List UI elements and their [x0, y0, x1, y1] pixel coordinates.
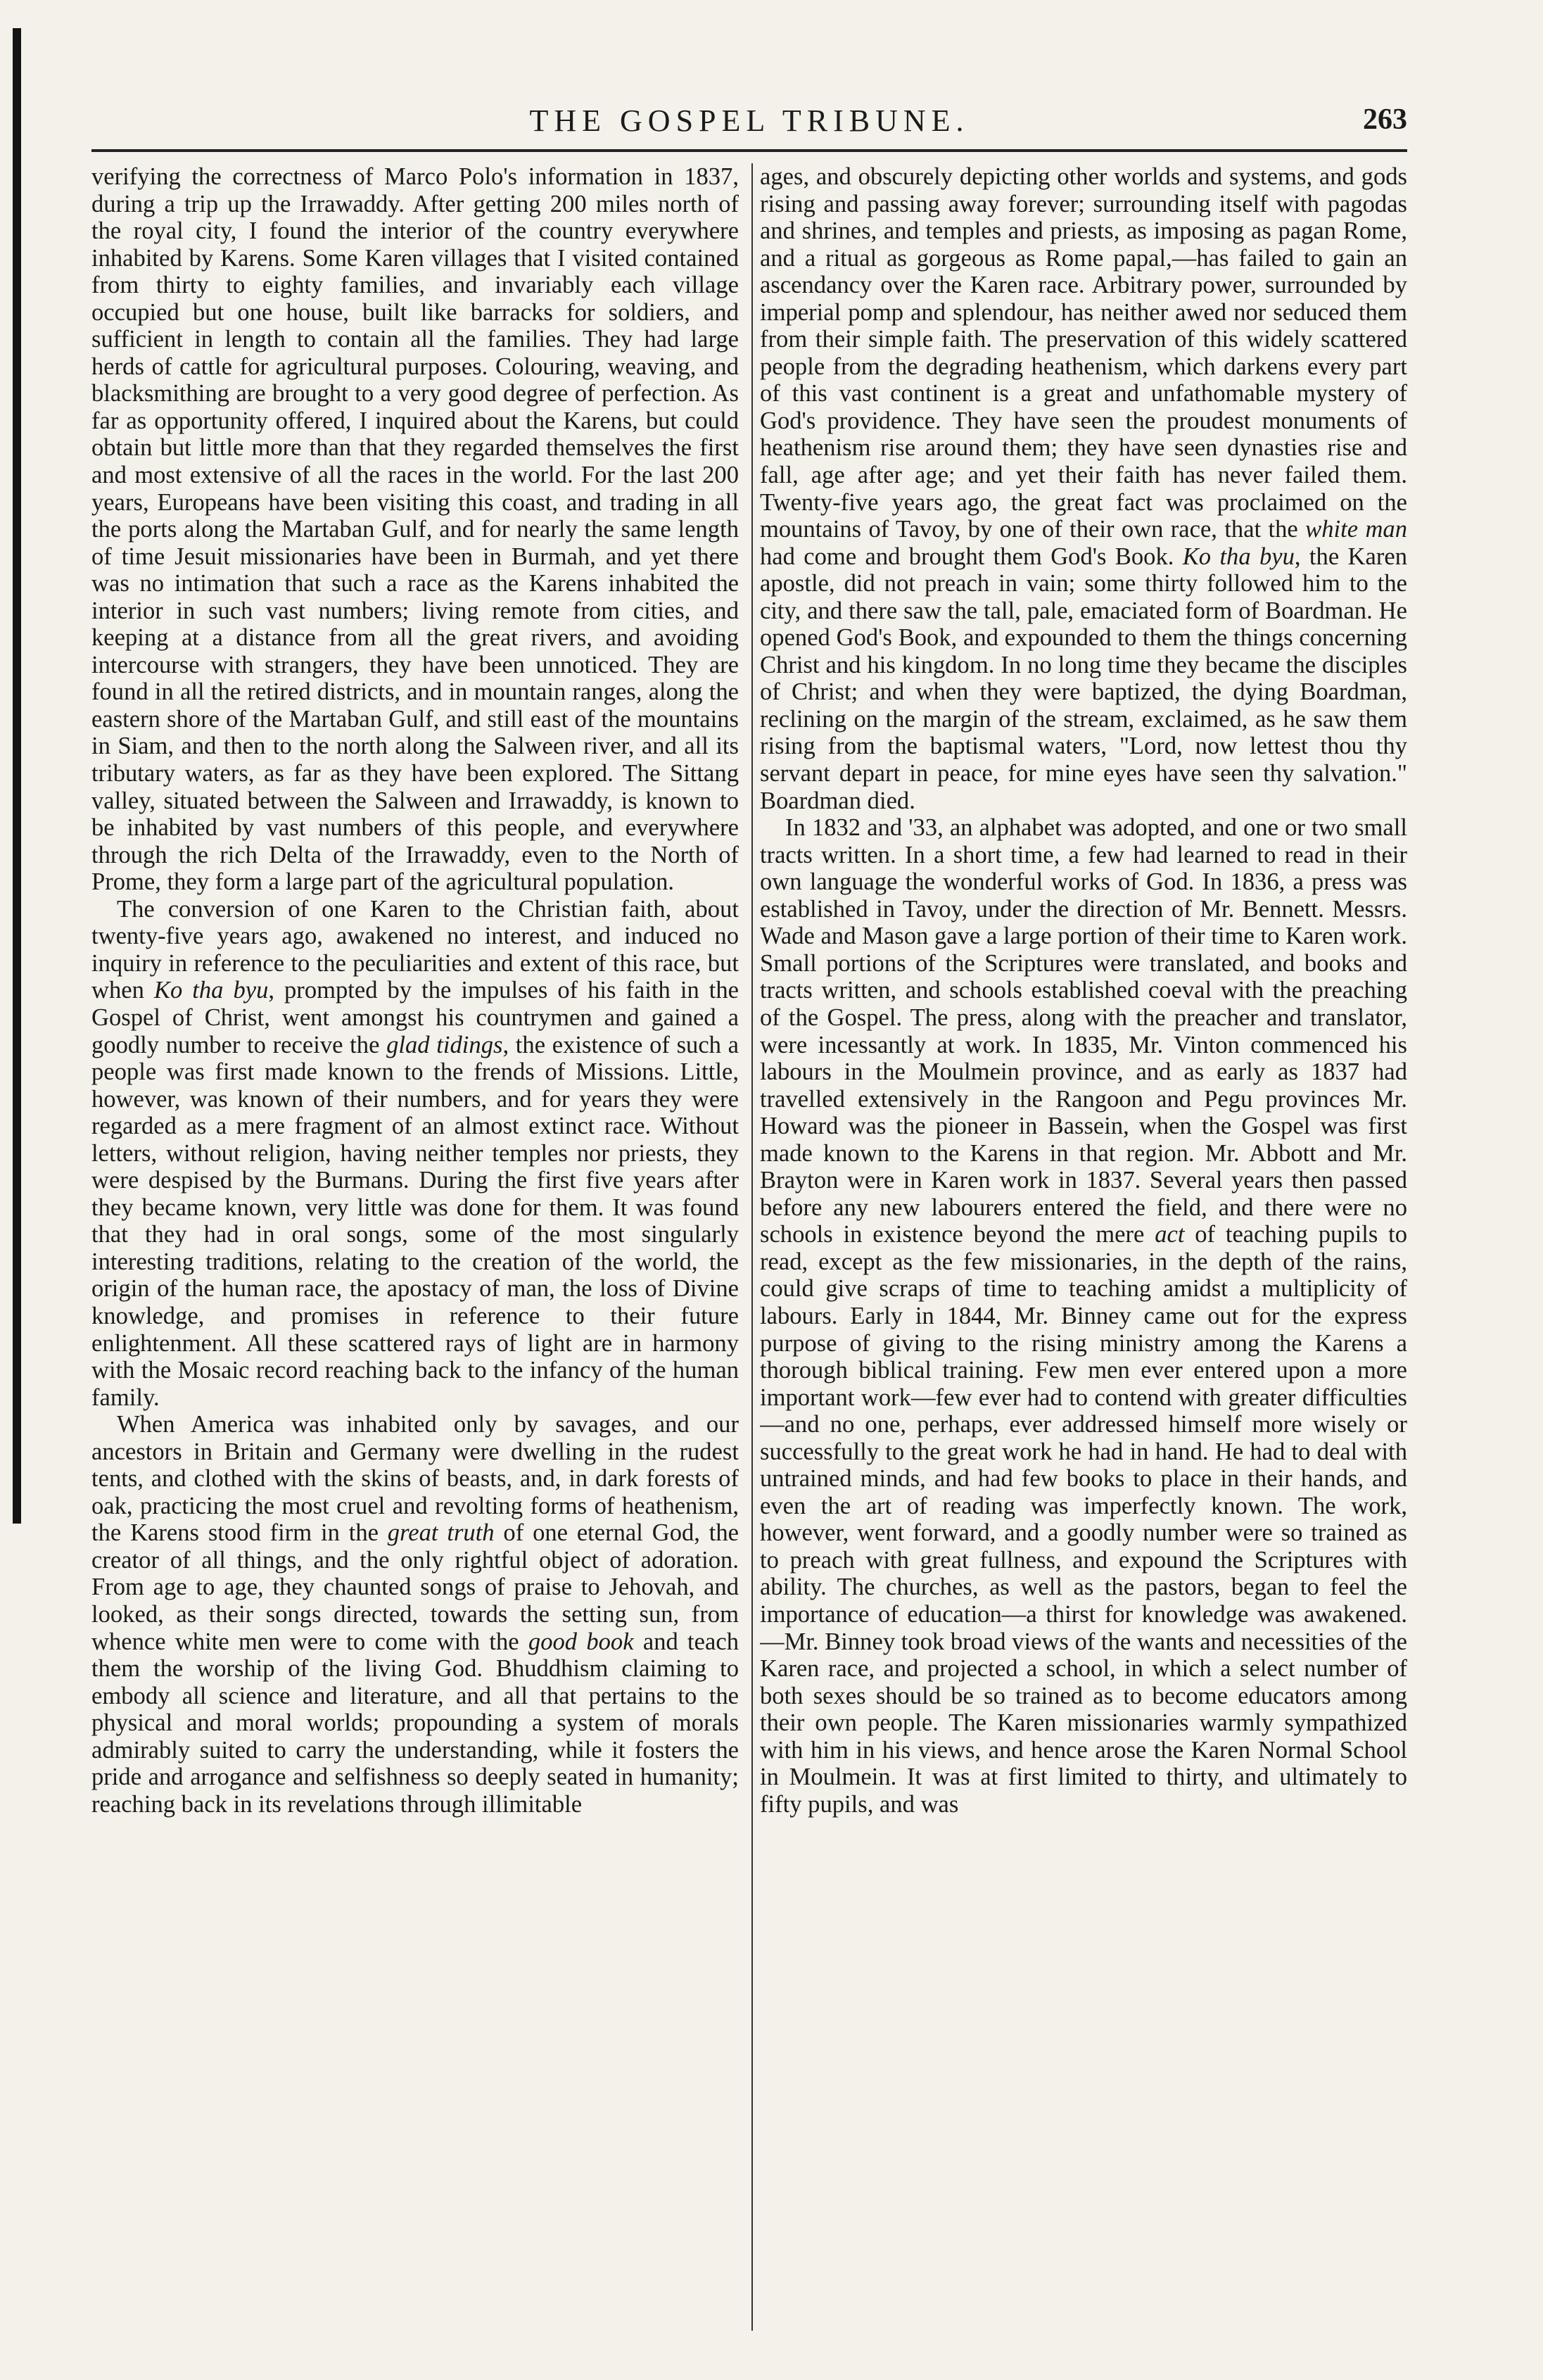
- italic-text: Ko tha byu: [153, 977, 269, 1004]
- right-column: [760, 163, 1407, 2345]
- italic-text: good book: [528, 1628, 634, 1655]
- italic-text: Ko tha byu: [1182, 543, 1295, 570]
- page-number: 263: [1363, 103, 1407, 136]
- journal-title: THE GOSPEL TRIBUNE.: [529, 103, 970, 138]
- text-run: The conversion of one Karen to the Christian faith, about twenty-five years ago, awakened no interest, and induced no inquiry in reference to the peculiarities and extent of this race, but when: [91, 895, 739, 1004]
- running-header: [91, 99, 1407, 142]
- paragraph: [91, 896, 739, 1411]
- left-column: [91, 163, 739, 2345]
- text-run: In 1832 and '33, an alphabet was adopted, and one or two small tracts written. In a short time, a few had learned to read in their own language the wonderful works of God. In 1836, a press was established in Tavoy, under the direction of Mr. Bennett. Messrs. Wade and Mason gave a large portion of their time to Karen work. Small portions of the Scriptures were translated, and books and tracts written, and schools established coeval with the preaching of the Gospel. The press, along with the preacher and translator, were incessantly at work. In 1835, Mr. Vinton commenced his labours in the Moulmein province, and as early as 1837 had travelled extensively in the Rangoon and Pegu provinces Mr. Howard was the pioneer in Bassein, when the Gospel was first made known to the Karens in that region. Mr. Abbott and Mr. Brayton were in Karen work in 1837. Several years then passed before any new labourers entered the field, and there were no schools in existence beyond the mere: [760, 814, 1407, 1248]
- text-run: , the Karen apostle, did not preach in vain; some thirty followed him to the city, and there saw the tall, pale, emaciated form of Boardman. He opened God's Book, and expounded to them the things concerning Christ and his kingdom. In no long time they became the disciples of Christ; and when they were baptized, the dying Boardman, reclining on the margin of the stream, exclaimed, as he saw them rising from the baptismal waters, "Lord, now lettest thou thy servant depart in peace, for mine eyes have seen thy salvation." Boardman died.: [760, 543, 1407, 814]
- text-run: of teaching pupils to read, except as the few missionaries, in the depth of the rains, could give scraps of time to teaching amidst a multiplicity of labours. Early in 1844, Mr. Binney came out for the express purpose of giving to the rising ministry among the Karens a thorough biblical training. Few men ever entered upon a more important work—few ever had to contend with greater difficulties—and no one, perhaps, ever addressed himself more wisely or successfully to the great work he had in hand. He had to deal with untrained minds, and had few books to place in their hands, and even the art of reading was imperfectly known. The work, however, went forward, and a goodly number were so trained as to preach with great fullness, and expound the Scriptures with ability. The churches, as well as the pastors, began to feel the importance of education—a thirst for knowledge was awakened.—Mr. Binney took broad views of the wants and necessities of the Karen race, and projected a school, in which a select number of both sexes should be so trained as to become educators among their own people. The Karen missionaries warmly sympathized with him in his views, and hence arose the Karen Normal School in Moulmein. It was at first limited to thirty, and ultimately to fifty pupils, and was: [760, 1221, 1407, 1818]
- text-run: , prompted by the impulses of his faith in the Gospel of Christ, went amongst his countrymen and gained a goodly number to receive the: [91, 977, 739, 1058]
- text-run: When America was inhabited only by savages, and our ancestors in Britain and Germany were dwelling in the rudest tents, and clothed with the skins of beasts, and, in dark forests of oak, practicing the most cruel and revolting forms of heathenism, the Karens stood firm in the: [91, 1411, 739, 1547]
- page-edge-shadow: [13, 28, 21, 1524]
- text-run: and teach them the worship of the living God. Bhuddhism claiming to embody all science and literature, and all that pertains to the physical and moral worlds; propounding a system of morals admirably suited to carry the understanding, while it fosters the pride and arrogance and selfishness so deeply seated in humanity; reaching back in its revelations through illimitable: [91, 1628, 739, 1818]
- paragraph: [760, 814, 1407, 1818]
- italic-text: white man: [1305, 516, 1407, 543]
- text-run: , the existence of such a people was first made known to the frends of Missions. Little, however, was known of their numbers, and for years they were regarded as a mere fragment of an almost extinct race. Without letters, without religion, having neither temples nor priests, they were despised by the Burmans. During the first five years after they became known, very little was done for them. It was found that they had in oral songs, some of the most singularly interesting traditions, relating to the creation of the world, the origin of the human race, the apostacy of man, the loss of Divine knowledge, and promises in reference to their future enlightenment. All these scattered rays of light are in harmony with the Mosaic record reaching back to the infancy of the human family.: [91, 1031, 739, 1411]
- text-run: ages, and obscurely depicting other worlds and systems, and gods rising and passing away forever; surrounding itself with pagodas and shrines, and temples and priests, as imposing as pagan Rome, and a ritual as gorgeous as Rome papal,—has failed to gain an ascendancy over the Karen race. Arbitrary power, surrounded by imperial pomp and splendour, has neither awed nor seduced them from their simple faith. The preservation of this widely scattered people from the degrading heathenism, which darkens every part of this vast continent is a great and unfathomable mystery of God's providence. They have seen the proudest monuments of heathenism rise around them; they have seen dynasties rise and fall, age after age; and yet their faith has never failed them. Twenty-five years ago, the great fact was proclaimed on the mountains of Tavoy, by one of their own race, that the: [760, 163, 1407, 543]
- text-run: had come and brought them God's Book.: [760, 543, 1183, 570]
- paragraph: [91, 163, 739, 896]
- paragraph: [760, 163, 1407, 814]
- italic-text: great truth: [387, 1519, 495, 1547]
- italic-text: act: [1155, 1221, 1185, 1248]
- column-divider: [751, 163, 753, 2331]
- italic-text: glad tidings: [386, 1031, 503, 1058]
- text-run: verifying the correctness of Marco Polo's information in 1837, during a trip up the Irrawaddy. After getting 200 miles north of the royal city, I found the interior of the country everywhere inhabited by Karens. Some Karen villages that I visited contained from thirty to eighty families, and invariably each village occupied but one house, built like barracks for soldiers, and sufficient in length to contain all the families. They had large herds of cattle for agricultural purposes. Colouring, weaving, and blacksmithing are brought to a very good degree of perfection. As far as opportunity offered, I inquired about the Karens, but could obtain but little more than that they regarded themselves the first and most extensive of all the races in the world. For the last 200 years, Europeans have been visiting this coast, and trading in all the ports along the Martaban Gulf, and for nearly the same length of time Jesuit missionaries have been in Burmah, and yet there was no intimation that such a race as the Karens inhabited the interior in such vast numbers; living remote from cities, and keeping at a distance from all the great rivers, and avoiding intercourse with strangers, they have been unnoticed. They are found in all the retired districts, and in mountain ranges, along the eastern shore of the Martaban Gulf, and still east of the mountains in Siam, and then to the north along the Salween river, and all its tributary waters, as far as they have been explored. The Sittang valley, situated between the Salween and Irrawaddy, is known to be inhabited by vast numbers of this people, and everywhere through the rich Delta of the Irrawaddy, even to the North of Prome, they form a large part of the agricultural population.: [91, 163, 739, 896]
- header-rule: [91, 149, 1407, 152]
- paragraph: [91, 1411, 739, 1818]
- text-run: of one eternal God, the creator of all things, and the only rightful object of adoration. From age to age, they chaunted songs of praise to Jehovah, and looked, as their songs directed, towards the setting sun, from whence white men were to come with the: [91, 1519, 739, 1655]
